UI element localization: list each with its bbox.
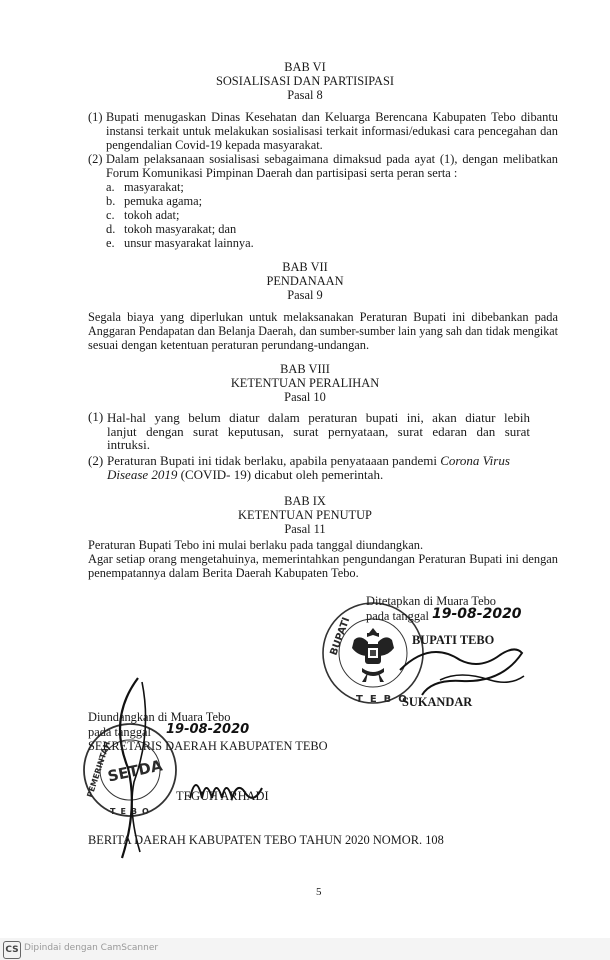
stamp-bottom-text: TEBO <box>110 807 154 816</box>
berita-daerah-text: BERITA DAERAH KABUPATEN TEBO TAHUN 2020 NOMOR. <box>88 833 423 847</box>
camscanner-text: Dipindai dengan CamScanner <box>24 943 159 953</box>
sekda-name: TEGUH ARHADI <box>176 789 269 803</box>
camscanner-logo-icon: CS <box>3 941 21 959</box>
bab6-p1-number: (1) <box>88 110 103 124</box>
list-item: pemuka agama; <box>124 194 203 208</box>
bab6-p2-number: (2) <box>88 152 103 166</box>
bupati-signature <box>380 630 530 700</box>
list-letter: a. <box>106 180 115 194</box>
bab9-body-line: penempatannya dalam Berita Daerah Kabupaten Tebo. <box>88 566 359 580</box>
bab8-title: BAB VIII <box>280 362 330 376</box>
bab9-pasal: Pasal 11 <box>284 522 326 536</box>
bab7-body-line: Segala biaya yang diperlukan untuk melaksanakan Peraturan Bupati ini dibebankan pada <box>88 310 558 324</box>
camscanner-footer <box>0 938 610 960</box>
bab9-body-line: Peraturan Bupati Tebo ini mulai berlaku pada tanggal diundangkan. <box>88 538 424 552</box>
list-letter: d. <box>106 222 116 236</box>
list-letter: b. <box>106 194 116 208</box>
handwritten-date: 19-08-2020 <box>432 606 522 622</box>
bab6-pasal: Pasal 8 <box>287 88 323 102</box>
pada-tanggal-label: pada tanggal <box>88 725 151 739</box>
bab8-p1-line: intruksi. <box>107 437 150 452</box>
stamp-center-text: SETDA <box>106 756 164 786</box>
bab8-p2-number: (2) <box>88 453 104 468</box>
list-item: tokoh adat; <box>124 208 180 222</box>
stamp-bottom-text: TEBO <box>356 694 414 705</box>
list-item: unsur masyarakat lainnya. <box>124 236 254 250</box>
bab6-subtitle: SOSIALISASI DAN PARTISIPASI <box>215 74 395 88</box>
bab8-p2-line <box>107 468 383 482</box>
bab6-p1-line: instansi terkait untuk melakukan sosialisasi terkait informasi/edukasi cara pencegahan dan <box>106 124 558 138</box>
list-item: masyarakat; <box>124 180 184 194</box>
bab7-subtitle: PENDANAAN <box>266 274 344 288</box>
bupati-name: SUKANDAR <box>402 695 473 709</box>
bab8-subtitle: KETENTUAN PERALIHAN <box>230 376 380 390</box>
bab8-p2-text: (COVID- 19) dicabut oleh pemerintah. <box>177 467 384 482</box>
bab9-title: BAB IX <box>284 494 326 508</box>
bab7-body-line: Anggaran Pendapatan dan Belanja Daerah, dan sumber-sumber lain yang sah dan tidak mengikat <box>88 324 558 338</box>
diundangkan-label: Diundangkan di Muara Tebo <box>88 710 231 724</box>
bab8-p1-line: lanjut dengan surat keputusan, surat pernyataan, surat edaran dan surat <box>107 424 530 439</box>
bab8-pasal: Pasal 10 <box>284 390 326 404</box>
page-number: 5 <box>316 886 322 898</box>
berita-daerah-number: 108 <box>425 833 444 847</box>
list-item: tokoh masyarakat; dan <box>124 222 237 236</box>
list-letter: c. <box>106 208 115 222</box>
bab7-pasal: Pasal 9 <box>287 288 323 302</box>
stamp-ring-text: BUPATI <box>328 615 353 658</box>
bab6-p2-line: Dalam pelaksanaan sosialisasi sebagaimana dimaksud pada ayat (1), dengan melibatkan <box>106 152 558 166</box>
bab8-p1-line: Hal-hal yang belum diatur dalam peraturan bupati ini, akan diatur lebih <box>107 410 530 425</box>
bab9-body-line: Agar setiap orang mengetahuinya, memerintahkan pengundangan Peraturan Bupati ini dengan <box>88 552 558 566</box>
pada-tanggal-label: pada tanggal <box>366 609 429 623</box>
sekda-title: SEKRETARIS DAERAH KABUPATEN TEBO <box>88 739 328 753</box>
bupati-title: BUPATI TEBO <box>412 633 495 647</box>
bab7-title: BAB VII <box>282 260 328 274</box>
bab7-body-line: sesuai dengan ketentuan peraturan perundang-undangan. <box>88 338 370 352</box>
bab9-subtitle: KETENTUAN PENUTUP <box>238 508 372 522</box>
bab6-p1-line: Bupati menugaskan Dinas Kesehatan dan Keluarga Berencana Kabupaten Tebo dibantu <box>106 110 558 124</box>
bab8-p2-italic: Disease 2019 <box>107 467 178 482</box>
bab8-p2-line <box>107 454 510 468</box>
bab6-p1-line: pengendalian Covid-19 kepada masyarakat. <box>106 138 323 152</box>
bab6-title: BAB VI <box>284 60 326 74</box>
bab8-p2-italic: Corona Virus <box>440 453 510 468</box>
stamp-ring-text: PEMERINTAH <box>85 740 112 799</box>
list-letter: e. <box>106 236 115 250</box>
ditetapkan-label: Ditetapkan di Muara Tebo <box>366 594 496 608</box>
bab8-p2-text: Peraturan Bupati ini tidak berlaku, apabila penyataaan pandemi <box>107 453 441 468</box>
bab6-p2-line: Forum Komunikasi Pimpinan Daerah dan partisipasi serta peran serta : <box>106 166 458 180</box>
berita-daerah <box>88 833 444 847</box>
handwritten-date: 19-08-2020 <box>166 722 250 737</box>
bab8-p1-number: (1) <box>88 409 104 424</box>
